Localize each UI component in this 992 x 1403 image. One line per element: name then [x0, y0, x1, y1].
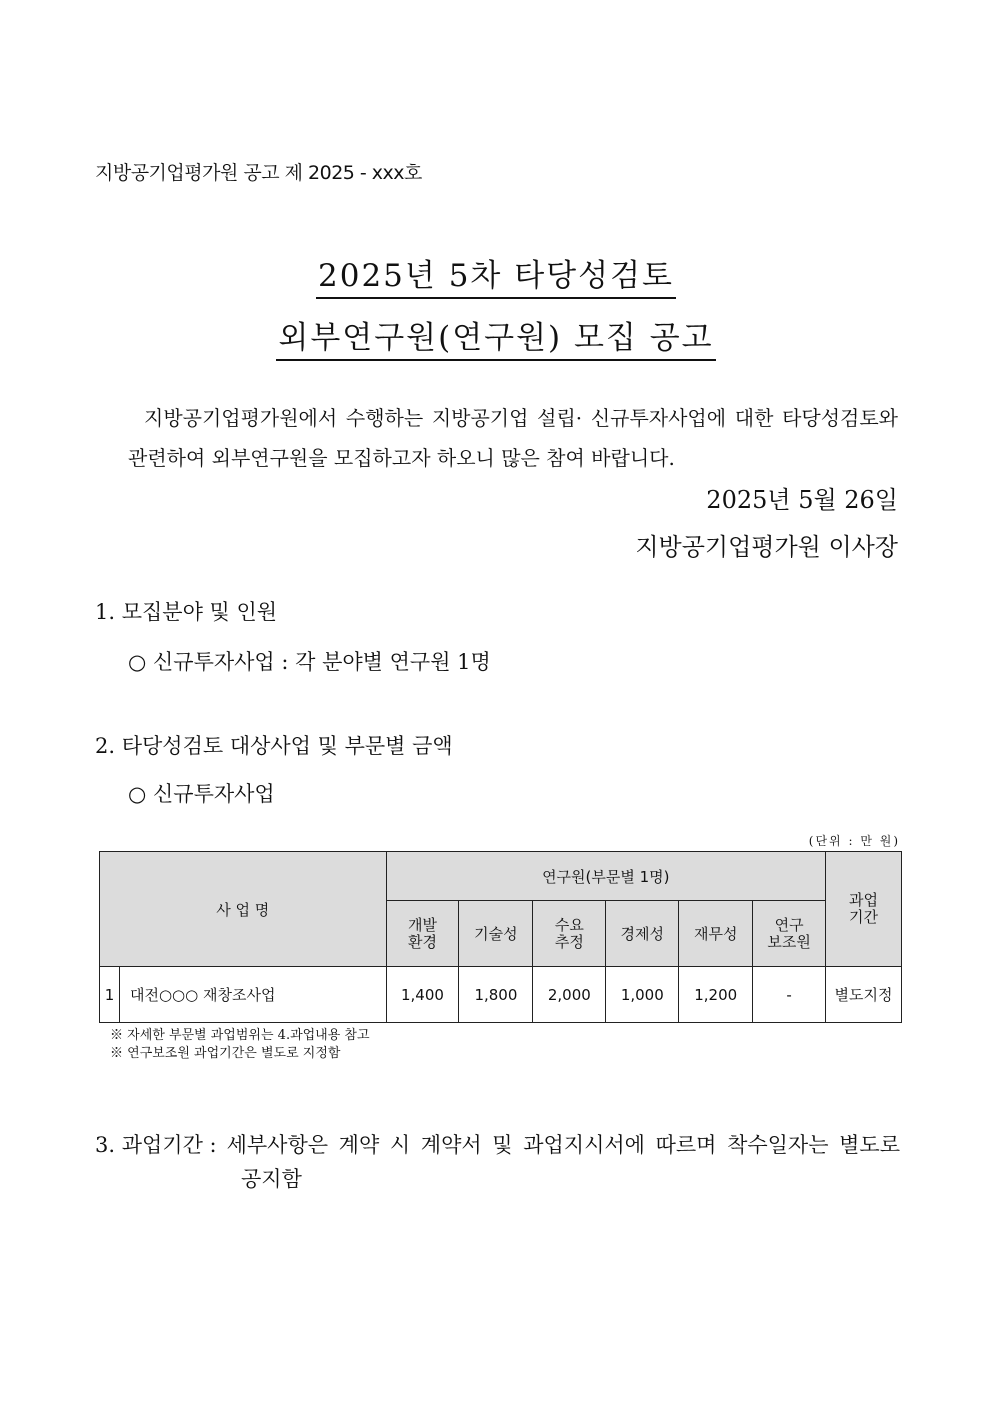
section2-item: ○ 신규투자사업	[128, 782, 275, 806]
section1-heading: 1. 모집분야 및 인원	[95, 600, 278, 624]
section3-line1: 세부사항은 계약 시 계약서 및 과업지시서에 따르며 착수일자는 별도로	[226, 1133, 900, 1157]
section1-item: ○ 신규투자사업 : 각 분야별 연구원 1명	[128, 650, 491, 674]
section3	[95, 1128, 900, 1196]
section3-label: 3. 과업기간 :	[95, 1133, 217, 1157]
budget-table	[99, 851, 902, 1023]
intro-line1: 지방공기업평가원에서 수행하는 지방공기업 설립· 신규투자사업에 대한 타당성검토와	[144, 406, 898, 430]
table-unit-label: (단위 : 만 원)	[808, 834, 900, 848]
row-dev: 1,400	[386, 967, 459, 1023]
header-period	[826, 852, 902, 967]
page-title-line1	[0, 250, 992, 295]
row-project-name: 대전○○○ 재창조사업	[119, 967, 386, 1023]
header-period-l1: 과업	[849, 891, 879, 909]
header-econ: 경제성	[606, 901, 679, 967]
header-dev-env-l1: 개발	[407, 915, 437, 934]
header-tech: 기술성	[459, 901, 533, 967]
notice-date: 2025년 5월 26일	[706, 486, 898, 514]
table-row	[100, 967, 902, 1023]
title-line2-text: 외부연구원(연구원) 모집 공고	[276, 320, 715, 361]
section2-heading: 2. 타당성검토 대상사업 및 부문별 금액	[95, 734, 453, 758]
header-researchers: 연구원(부문별 1명)	[386, 852, 826, 901]
row-econ: 1,000	[606, 967, 679, 1023]
header-assist	[753, 901, 826, 967]
header-dev-env	[386, 901, 459, 967]
header-demand-l2: 추정	[554, 932, 584, 951]
row-no: 1	[100, 967, 120, 1023]
intro-line2: 관련하여 외부연구원을 모집하고자 하오니 많은 참여 바랍니다.	[128, 446, 675, 470]
row-tech: 1,800	[459, 967, 533, 1023]
table-note-2: ※ 연구보조원 과업기간은 별도로 지정함	[110, 1046, 341, 1061]
header-fin: 재무성	[679, 901, 753, 967]
header-assist-l2: 보조원	[767, 932, 811, 951]
header-dev-env-l2: 환경	[407, 932, 437, 951]
section3-row1	[95, 1128, 900, 1162]
header-project-name: 사 업 명	[100, 852, 387, 967]
header-period-l2: 기간	[849, 908, 879, 926]
header-demand	[533, 901, 606, 967]
header-assist-l1: 연구	[774, 915, 804, 934]
row-period: 별도지정	[826, 967, 902, 1023]
table-note-1: ※ 자세한 부문별 과업범위는 4.과업내용 참고	[110, 1028, 370, 1043]
row-assist: -	[753, 967, 826, 1023]
notice-number: 지방공기업평가원 공고 제 2025 - xxx호	[95, 162, 422, 184]
row-fin: 1,200	[679, 967, 753, 1023]
section3-line2: 공지함	[241, 1167, 302, 1191]
header-demand-l1: 수요	[554, 915, 584, 934]
page-title-line2	[0, 312, 992, 357]
issuer-signature: 지방공기업평가원 이사장	[635, 533, 898, 561]
row-demand: 2,000	[533, 967, 606, 1023]
title-line1-text: 2025년 5차 타당성검토	[316, 258, 676, 299]
